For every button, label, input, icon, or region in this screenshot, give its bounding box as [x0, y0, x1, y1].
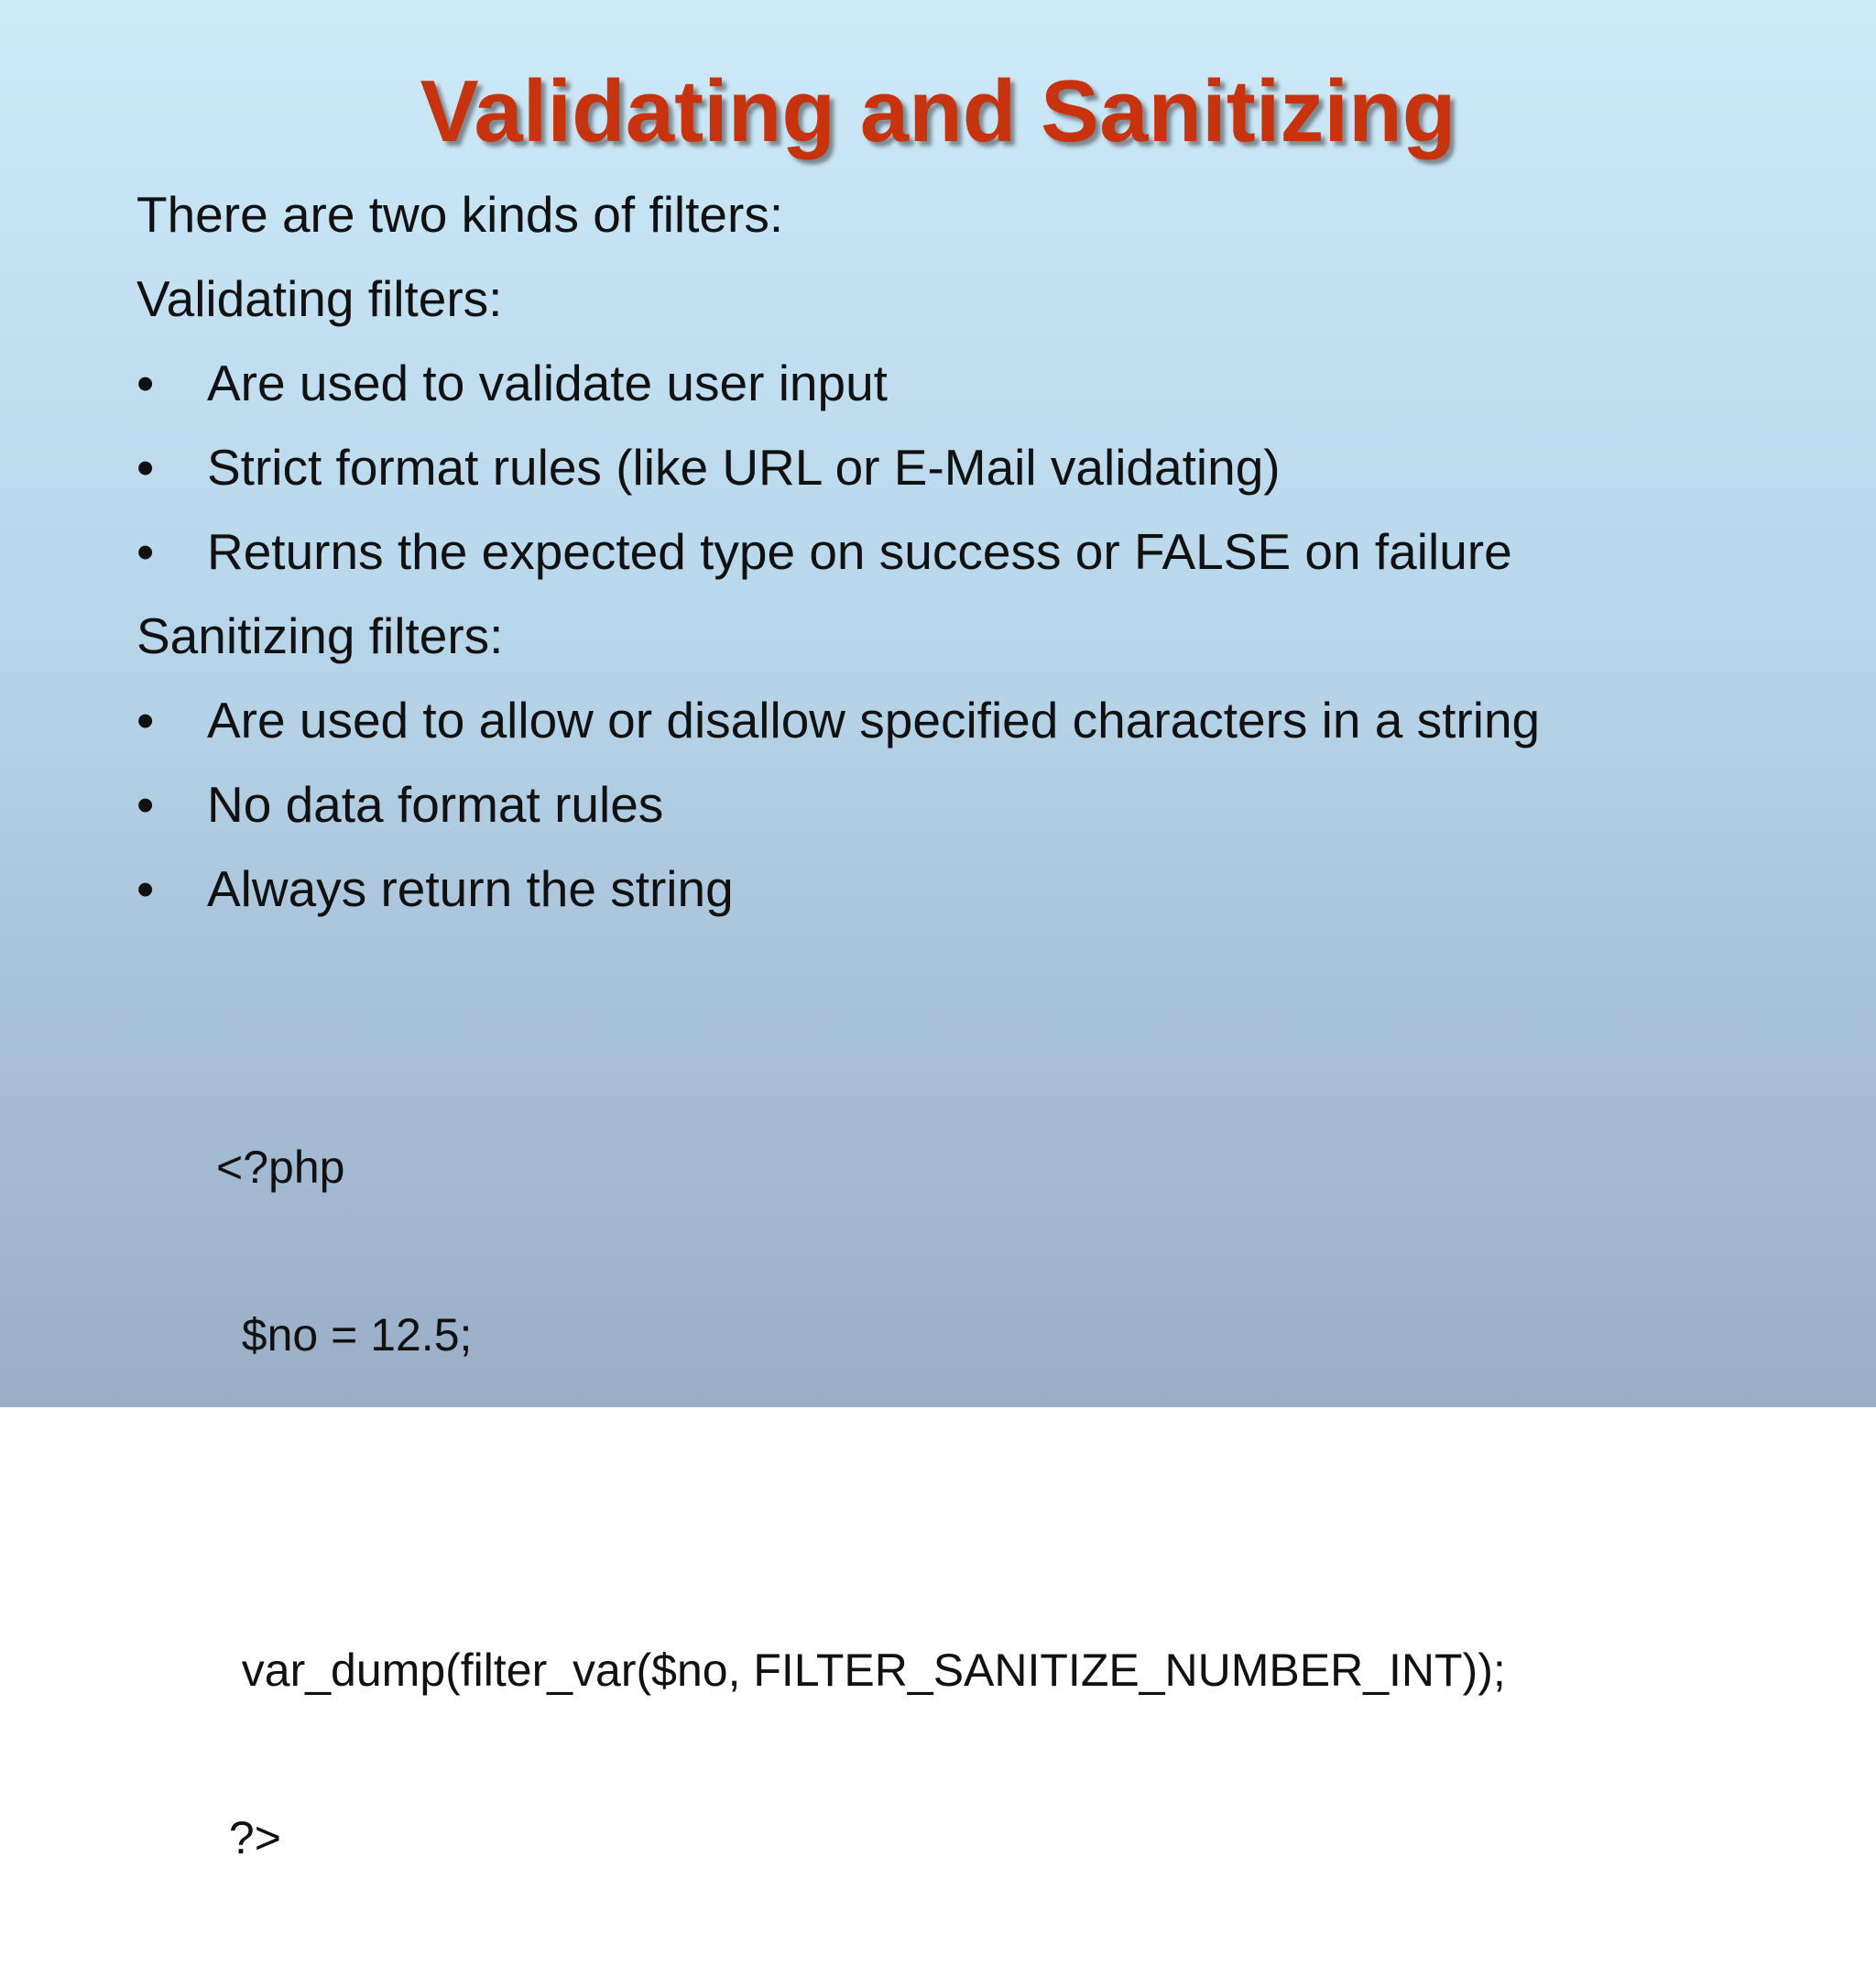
code-line: var_dump(filter_var($no, FILTER_SANITIZE_NUMBER_INT));: [216, 1645, 1506, 1696]
list-item: [136, 678, 1840, 762]
code-line: <?php: [216, 1142, 345, 1193]
bullet-icon: •: [136, 355, 155, 411]
validating-heading: Validating filters:: [136, 270, 503, 327]
bullet-icon: •: [136, 439, 155, 496]
slide-title: Validating and Sanitizing: [420, 62, 1456, 160]
list-item: [136, 762, 1840, 847]
bullet-icon: •: [136, 776, 155, 833]
slide-body: [136, 172, 1840, 931]
list-item: [136, 341, 1840, 425]
code-snippet: [216, 1028, 1506, 1978]
code-line: $no = 12.5;: [216, 1309, 473, 1361]
sanitizing-item-1: Are used to allow or disallow specified characters in a string: [207, 692, 1541, 749]
bullet-icon: •: [136, 860, 155, 917]
intro-text: There are two kinds of filters:: [136, 186, 784, 243]
validating-item-2: Strict format rules (like URL or E-Mail validating): [207, 439, 1281, 496]
list-item: [136, 425, 1840, 509]
bullet-icon: •: [136, 692, 155, 749]
list-item: [136, 847, 1840, 931]
validating-item-3: Returns the expected type on success or FALSE on failure: [207, 523, 1512, 580]
code-line: ?>: [216, 1812, 281, 1863]
code-line: [216, 1475, 1506, 1531]
sanitizing-item-2: No data format rules: [207, 776, 664, 833]
validating-item-1: Are used to validate user input: [207, 355, 888, 411]
bullet-icon: •: [136, 523, 155, 580]
sanitizing-item-3: Always return the string: [207, 860, 734, 917]
list-item: [136, 509, 1840, 594]
sanitizing-heading: Sanitizing filters:: [136, 607, 504, 664]
